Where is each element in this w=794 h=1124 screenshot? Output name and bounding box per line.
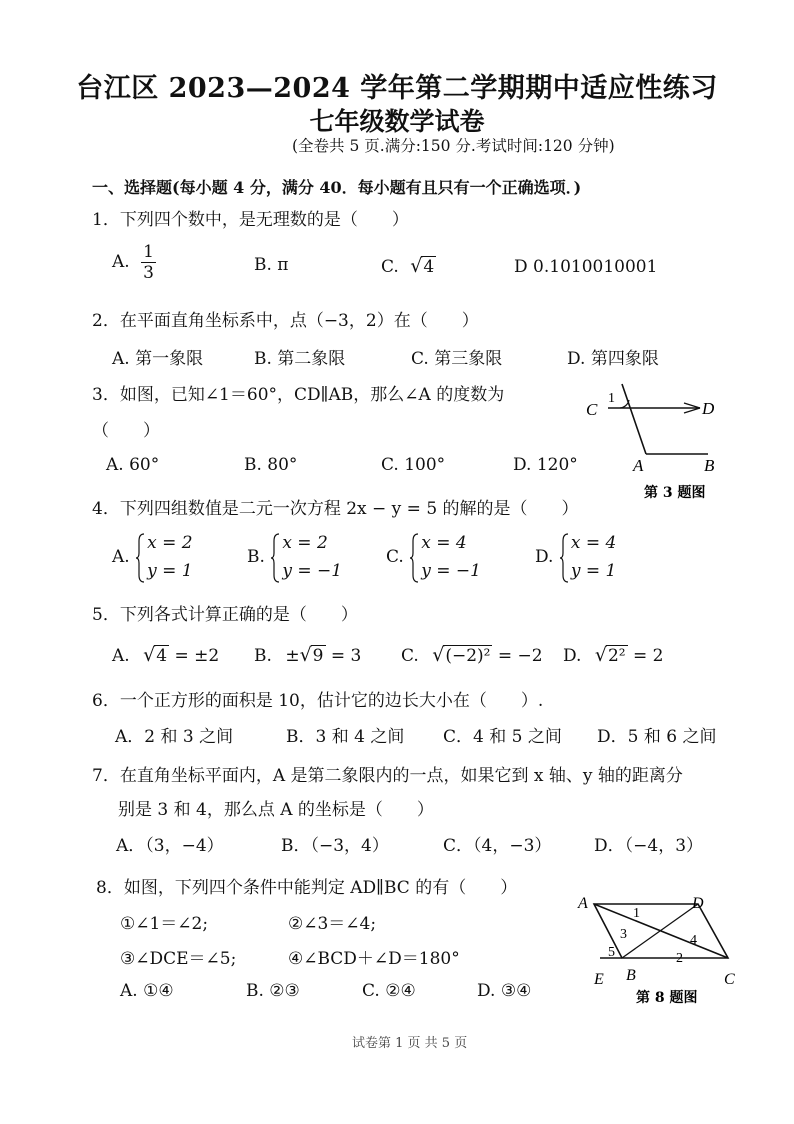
label-b: B — [704, 456, 715, 475]
question-4-stem: 4．下列四组数值是二元一次方程 2x − y = 5 的解的是（ ） — [92, 499, 579, 519]
exam-info: (全卷共 5 页.满分:150 分.考试时间:120 分钟) — [292, 137, 615, 155]
radical-sign: √ — [299, 644, 312, 666]
question-3-stem-cont: （ ） — [92, 421, 160, 441]
label-angle-4: 4 — [690, 933, 697, 948]
equation-line: x = 2 — [147, 533, 193, 553]
option-label: B. — [247, 547, 265, 567]
equation-system — [270, 529, 342, 585]
equation-line: x = 4 — [570, 533, 617, 553]
question-2-stem: 2．在平面直角坐标系中，点（−3，2）在（ ） — [92, 311, 479, 331]
option-label: D. — [535, 547, 554, 567]
question-1-stem: 1．下列四个数中，是无理数的是（ ） — [92, 210, 409, 230]
question-6-option-b: B．3 和 4 之间 — [286, 727, 405, 747]
fraction — [141, 242, 156, 283]
label-c: C — [724, 971, 735, 988]
question-7-option-a: A．（3，−4） — [116, 836, 224, 856]
brace-icon — [270, 533, 280, 583]
equation-line: x = 2 — [282, 533, 328, 553]
brace-icon — [135, 533, 145, 583]
option-label: A. — [112, 646, 130, 666]
page-footer: 试卷第 1 页 共 5 页 — [352, 1036, 468, 1051]
question-7-stem: 7．在直角坐标平面内，A 是第二象限内的一点，如果它到 x 轴、y 轴的距离分 — [92, 766, 683, 786]
exam-title: 台江区 2023—2024 学年第二学期期中适应性练习 — [76, 73, 718, 104]
option-label: A. — [112, 547, 130, 567]
question-4-option-b — [247, 529, 342, 585]
question-7-option-b: B．（−3，4） — [281, 836, 389, 856]
figure-3-caption: 第 3 题图 — [644, 485, 706, 500]
radical-sign: √ — [432, 644, 445, 666]
question-3-stem: 3．如图，已知∠1＝60°，CD∥AB，那么∠A 的度数为 — [92, 385, 505, 405]
label-angle-3: 3 — [620, 927, 627, 942]
question-8-option-c: C. ②④ — [362, 981, 416, 1001]
plus-minus: ± — [285, 646, 300, 666]
question-4-option-d — [535, 529, 616, 585]
question-8-option-b: B. ②③ — [246, 981, 300, 1001]
radicand: 2² — [607, 646, 626, 666]
question-8-condition-4: ④∠BCD＋∠D＝180° — [288, 949, 460, 969]
question-5-option-b — [254, 644, 361, 666]
question-4-option-a — [112, 529, 193, 585]
label-a: A — [578, 895, 588, 912]
question-3-option-d: D. 120° — [513, 455, 578, 475]
radicand: 4 — [423, 257, 435, 277]
label-a: A — [633, 456, 644, 475]
question-7-option-c: C．（4，−3） — [443, 836, 552, 856]
equation-line: y = 1 — [147, 561, 193, 581]
equation-line: x = 4 — [421, 533, 467, 553]
label-c: C — [586, 400, 598, 419]
question-8-stem: 8．如图，下列四个条件中能判定 AD∥BC 的有（ ） — [96, 878, 518, 898]
equation-system — [559, 529, 616, 585]
numerator: 1 — [143, 242, 154, 262]
expression-rhs: = ±2 — [174, 646, 220, 666]
label-angle-1: 1 — [633, 906, 640, 921]
expression-rhs: = −2 — [497, 646, 543, 666]
question-8-option-a: A. ①④ — [120, 981, 174, 1001]
option-label: A. — [112, 252, 130, 272]
question-6-option-d: D．5 和 6 之间 — [597, 727, 717, 747]
equation-line: y = 1 — [570, 561, 617, 581]
question-7-stem-cont: 别是 3 和 4，那么点 A 的坐标是（ ） — [118, 800, 434, 820]
option-label: D. — [563, 646, 582, 666]
radicand: 9 — [312, 646, 324, 666]
denominator: 3 — [143, 263, 154, 283]
label-d: D — [702, 399, 715, 418]
equation-line: y = −1 — [421, 561, 481, 581]
label-d: D — [692, 895, 704, 912]
question-5-option-c — [401, 644, 543, 666]
question-6-option-a: A．2 和 3 之间 — [115, 727, 234, 747]
question-5-stem: 5．下列各式计算正确的是（ ） — [92, 605, 358, 625]
label-e: E — [594, 971, 604, 988]
label-b: B — [626, 967, 636, 984]
figure-8-caption: 第 8 题图 — [636, 990, 698, 1006]
question-5-option-d — [563, 644, 663, 666]
equation-system — [409, 529, 481, 585]
radicand: 4 — [156, 646, 168, 666]
expression-rhs: = 2 — [633, 646, 664, 666]
question-4-option-c — [386, 529, 481, 585]
question-8-condition-3: ③∠DCE＝∠5; — [120, 949, 237, 969]
question-8-option-d: D. ③④ — [477, 981, 532, 1001]
line-transversal — [622, 384, 646, 454]
question-8-condition-1: ①∠1＝∠2; — [120, 914, 209, 934]
expression-rhs: = 3 — [330, 646, 362, 666]
label-angle-5: 5 — [608, 945, 615, 960]
question-5-option-a — [112, 644, 219, 666]
label-angle-1: 1 — [608, 391, 615, 406]
question-1-option-d: D 0.1010010001 — [514, 257, 658, 277]
brace-icon — [559, 533, 569, 583]
question-2-option-c: C. 第三象限 — [411, 349, 503, 369]
option-label: C. — [381, 257, 399, 277]
equation-line: y = −1 — [282, 561, 343, 581]
exam-subtitle-grade: 七年级数学试卷 — [309, 107, 485, 136]
radical-sign: √ — [410, 255, 423, 277]
brace-icon — [409, 533, 419, 583]
section-heading: 一、选择题(每小题 4 分，满分 40．每小题有且只有一个正确选项．) — [92, 178, 582, 197]
question-2-option-b: B. 第二象限 — [254, 349, 346, 369]
question-3-option-c: C. 100° — [381, 455, 446, 475]
question-3-option-b: B. 80° — [244, 455, 298, 475]
question-8-condition-2: ②∠3＝∠4; — [288, 914, 377, 934]
question-3-option-a: A. 60° — [106, 455, 160, 475]
equation-system — [135, 529, 192, 585]
option-label: C. — [401, 646, 419, 666]
question-1-option-a — [112, 242, 156, 283]
option-label: B. — [254, 646, 272, 666]
question-2-option-a: A. 第一象限 — [112, 349, 204, 369]
question-1-option-b: B. π — [254, 255, 289, 275]
radical-sign: √ — [594, 644, 607, 666]
question-8-figure — [570, 890, 750, 1010]
question-2-option-d: D. 第四象限 — [567, 349, 659, 369]
question-1-option-c — [381, 255, 436, 277]
question-6-option-c: C．4 和 5 之间 — [443, 727, 562, 747]
question-3-figure — [580, 378, 730, 500]
label-angle-2: 2 — [676, 951, 683, 966]
radical-sign: √ — [143, 644, 156, 666]
option-label: C. — [386, 547, 404, 567]
radicand: (−2)² — [445, 646, 491, 666]
question-7-option-d: D．（−4，3） — [594, 836, 704, 856]
question-6-stem: 6．一个正方形的面积是 10，估计它的边长大小在（ ）. — [92, 691, 544, 711]
